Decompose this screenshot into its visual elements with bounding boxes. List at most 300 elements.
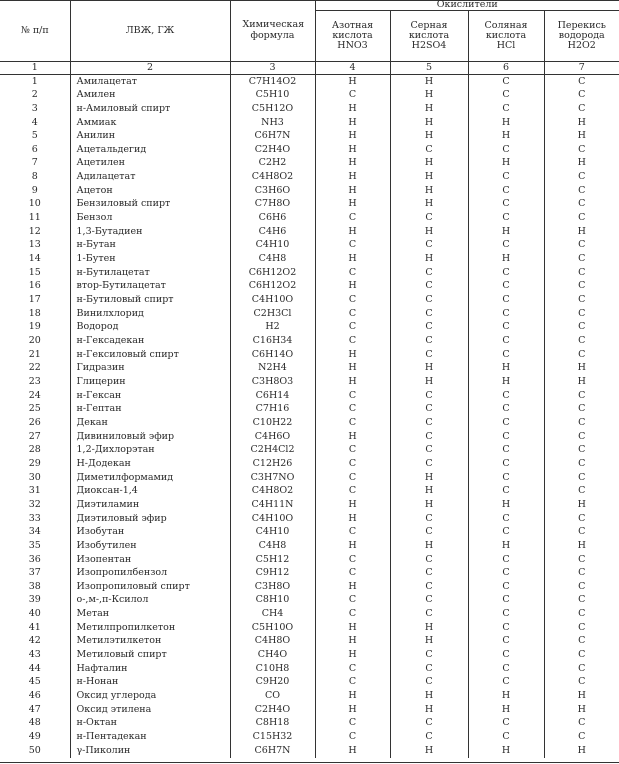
cell-num: 31 <box>28 485 41 497</box>
cell-nitric: Н <box>315 143 390 157</box>
cell-num: 12 <box>28 225 41 237</box>
cell-peroxide: С <box>544 471 619 485</box>
cell-peroxide: С <box>544 457 619 471</box>
cell-num: 33 <box>28 512 41 524</box>
table-row <box>0 375 619 389</box>
cell-hydrochloric: С <box>468 321 544 335</box>
cell-num: 45 <box>28 676 41 688</box>
cell-peroxide: Н <box>544 744 619 758</box>
cell-formula: C4H11N <box>230 498 315 512</box>
cell-sulfuric: С <box>390 648 468 662</box>
cell-num: 32 <box>28 498 41 510</box>
cell-num: 22 <box>28 362 41 374</box>
cell-name: о-,м-,п-Ксилол <box>70 594 230 608</box>
table-row <box>0 539 619 553</box>
cell-hydrochloric: Н <box>468 498 544 512</box>
cell-name: Адилацетат <box>70 170 230 184</box>
cell-num: 37 <box>28 567 41 579</box>
cell-num: 17 <box>28 294 41 306</box>
cell-peroxide: С <box>544 334 619 348</box>
table-row <box>0 635 619 649</box>
cell-name: н-Гексадекан <box>70 334 230 348</box>
cell-formula: C4H6O <box>230 430 315 444</box>
cell-num: 41 <box>28 621 41 633</box>
cell-nitric: Н <box>315 361 390 375</box>
cell-nitric: Н <box>315 580 390 594</box>
cell-hydrochloric: С <box>468 512 544 526</box>
cell-name: н-Бутилацетат <box>70 266 230 280</box>
cell-peroxide: С <box>544 348 619 362</box>
cell-formula: C4H8 <box>230 252 315 266</box>
cell-sulfuric: С <box>390 389 468 403</box>
cell-hydrochloric: Н <box>468 539 544 553</box>
cell-hydrochloric: Н <box>468 689 544 703</box>
cell-hydrochloric: Н <box>468 703 544 717</box>
cell-nitric: Н <box>315 348 390 362</box>
cell-num: 28 <box>28 444 41 456</box>
cell-sulfuric: Н <box>390 88 468 102</box>
cell-sulfuric: Н <box>390 375 468 389</box>
table-row <box>0 621 619 635</box>
cell-formula: C4H10 <box>230 239 315 253</box>
cell-nitric: С <box>315 416 390 430</box>
cell-sulfuric: С <box>390 553 468 567</box>
cell-peroxide: Н <box>544 225 619 239</box>
cell-num: 42 <box>28 635 41 647</box>
cell-nitric: С <box>315 402 390 416</box>
cell-nitric: С <box>315 239 390 253</box>
cell-hydrochloric: С <box>468 416 544 430</box>
cell-formula: C4H10 <box>230 525 315 539</box>
cell-nitric: Н <box>315 512 390 526</box>
header-ox-nitric: Азотная кислота HNO3 <box>315 11 390 62</box>
cell-formula: C4H8 <box>230 539 315 553</box>
cell-name: Ацетилен <box>70 157 230 171</box>
header-ox-hydrochloric: Соляная кислота HCl <box>468 11 544 62</box>
cell-hydrochloric: Н <box>468 157 544 171</box>
cell-formula: C5H10O <box>230 621 315 635</box>
cell-peroxide: Н <box>544 539 619 553</box>
cell-hydrochloric: Н <box>468 744 544 758</box>
cell-nitric: Н <box>315 225 390 239</box>
table-row <box>0 648 619 662</box>
cell-sulfuric: Н <box>390 498 468 512</box>
cell-num: 5 <box>31 130 38 142</box>
cell-hydrochloric: С <box>468 457 544 471</box>
cell-hydrochloric: С <box>468 389 544 403</box>
cell-num: 38 <box>28 580 41 592</box>
cell-num: 7 <box>31 157 38 169</box>
table-row <box>0 361 619 375</box>
cell-formula: C5H12O <box>230 102 315 116</box>
table-row <box>0 457 619 471</box>
cell-nitric: Н <box>315 635 390 649</box>
table-row <box>0 88 619 102</box>
cell-num: 20 <box>28 335 41 346</box>
cell-hydrochloric: С <box>468 676 544 690</box>
cell-name: Изопентан <box>70 553 230 567</box>
cell-formula: C12H26 <box>230 457 315 471</box>
cell-sulfuric: Н <box>390 129 468 143</box>
cell-peroxide: С <box>544 730 619 744</box>
cell-name: Диметилформамид <box>70 471 230 485</box>
cell-sulfuric: С <box>390 293 468 307</box>
cell-hydrochloric: С <box>468 553 544 567</box>
cell-num: 43 <box>28 649 41 661</box>
cell-peroxide: С <box>544 198 619 212</box>
cell-formula: C10H22 <box>230 416 315 430</box>
cell-peroxide: С <box>544 553 619 567</box>
cell-peroxide: С <box>544 321 619 335</box>
cell-name: н-Октан <box>70 717 230 731</box>
cell-formula: C6H12O2 <box>230 266 315 280</box>
cell-hydrochloric: С <box>468 635 544 649</box>
table-row <box>0 389 619 403</box>
table-row <box>0 348 619 362</box>
cell-sulfuric: С <box>390 143 468 157</box>
cell-peroxide: С <box>544 75 619 89</box>
cell-peroxide: Н <box>544 361 619 375</box>
cell-nitric: С <box>315 676 390 690</box>
cell-name: Метилэтилкетон <box>70 635 230 649</box>
cell-num: 3 <box>31 102 38 114</box>
cell-hydrochloric: С <box>468 143 544 157</box>
table-row <box>0 143 619 157</box>
cell-formula: C7H16 <box>230 402 315 416</box>
cell-num: 9 <box>31 184 38 196</box>
table-header <box>0 0 619 75</box>
cell-hydrochloric: С <box>468 621 544 635</box>
cell-formula: C7H14O2 <box>230 75 315 89</box>
header-num: № п/п <box>20 24 49 36</box>
cell-hydrochloric: С <box>468 662 544 676</box>
cell-nitric: Н <box>315 703 390 717</box>
cell-name: 1,2-Дихлорэтан <box>70 443 230 457</box>
cell-hydrochloric: Н <box>468 129 544 143</box>
cell-nitric: Н <box>315 170 390 184</box>
cell-name: Амилацетат <box>70 75 230 89</box>
cell-nitric: Н <box>315 252 390 266</box>
table-row <box>0 321 619 335</box>
cell-formula: C6H7N <box>230 129 315 143</box>
cell-hydrochloric: С <box>468 348 544 362</box>
cell-peroxide: С <box>544 280 619 294</box>
table-row <box>0 198 619 212</box>
cell-nitric: Н <box>315 648 390 662</box>
cell-name: Аммиак <box>70 116 230 130</box>
cell-sulfuric: С <box>390 594 468 608</box>
table-row <box>0 129 619 143</box>
cell-sulfuric: Н <box>390 361 468 375</box>
cell-sulfuric: С <box>390 662 468 676</box>
cell-nitric: С <box>315 471 390 485</box>
cell-formula: N2H4 <box>230 361 315 375</box>
cell-hydrochloric: С <box>468 443 544 457</box>
table-row <box>0 443 619 457</box>
cell-hydrochloric: С <box>468 280 544 294</box>
header-ox-sulfuric: Серная кислота H2SO4 <box>390 11 468 62</box>
cell-nitric: Н <box>315 280 390 294</box>
cell-name: Винилхлорид <box>70 307 230 321</box>
header-ox-peroxide: Перекись водорода H2O2 <box>544 11 619 62</box>
cell-sulfuric: С <box>390 239 468 253</box>
cell-name: Диэтиловый эфир <box>70 512 230 526</box>
table-row <box>0 184 619 198</box>
cell-nitric: Н <box>315 689 390 703</box>
cell-num: 8 <box>31 171 38 183</box>
cell-num: 1 <box>31 75 38 87</box>
cell-formula: C9H12 <box>230 566 315 580</box>
cell-num: 14 <box>28 253 41 265</box>
cell-peroxide: С <box>544 580 619 594</box>
cell-hydrochloric: С <box>468 184 544 198</box>
cell-sulfuric: Н <box>390 198 468 212</box>
cell-num: 18 <box>28 307 41 319</box>
cell-name: н-Нонан <box>70 676 230 690</box>
cell-name: Нафталин <box>70 662 230 676</box>
cell-name: Изопропиловый спирт <box>70 580 230 594</box>
cell-sulfuric: Н <box>390 252 468 266</box>
table-row <box>0 662 619 676</box>
cell-sulfuric: Н <box>390 102 468 116</box>
cell-formula: C4H10O <box>230 512 315 526</box>
cell-sulfuric: С <box>390 334 468 348</box>
cell-nitric: Н <box>315 102 390 116</box>
cell-peroxide: С <box>544 676 619 690</box>
cell-formula: C3H8O <box>230 580 315 594</box>
cell-num: 27 <box>28 430 41 442</box>
cell-formula: C10H8 <box>230 662 315 676</box>
cell-name: Глицерин <box>70 375 230 389</box>
cell-nitric: Н <box>315 157 390 171</box>
cell-name: Бензиловый спирт <box>70 198 230 212</box>
cell-peroxide: С <box>544 512 619 526</box>
cell-formula: CO <box>230 689 315 703</box>
cell-nitric: С <box>315 457 390 471</box>
cell-sulfuric: С <box>390 321 468 335</box>
cell-sulfuric: Н <box>390 635 468 649</box>
cell-num: 25 <box>28 403 41 415</box>
cell-num: 21 <box>28 348 41 360</box>
cell-nitric: Н <box>315 430 390 444</box>
cell-formula: C2H4O <box>230 143 315 157</box>
cell-nitric: С <box>315 321 390 335</box>
cell-name: Диэтиламин <box>70 498 230 512</box>
cell-hydrochloric: С <box>468 717 544 731</box>
cell-formula: C7H8O <box>230 198 315 212</box>
cell-nitric: С <box>315 717 390 731</box>
cell-peroxide: С <box>544 211 619 225</box>
table-row <box>0 416 619 430</box>
cell-formula: C9H20 <box>230 676 315 690</box>
header-name: ЛВЖ, ГЖ <box>70 0 230 62</box>
table-row <box>0 471 619 485</box>
cell-formula: CH4 <box>230 607 315 621</box>
cell-peroxide: Н <box>544 703 619 717</box>
cell-formula: C16H34 <box>230 334 315 348</box>
table-row <box>0 566 619 580</box>
cell-hydrochloric: Н <box>468 361 544 375</box>
cell-name: Метиловый спирт <box>70 648 230 662</box>
cell-nitric: Н <box>315 539 390 553</box>
cell-nitric: Н <box>315 75 390 89</box>
cell-formula: C2H4O <box>230 703 315 717</box>
cell-peroxide: С <box>544 430 619 444</box>
table-row <box>0 580 619 594</box>
cell-hydrochloric: С <box>468 580 544 594</box>
cell-formula: C3H6O <box>230 184 315 198</box>
cell-hydrochloric: С <box>468 471 544 485</box>
table-row <box>0 484 619 498</box>
cell-peroxide: С <box>544 648 619 662</box>
cell-peroxide: С <box>544 307 619 321</box>
cell-num: 15 <box>28 266 41 278</box>
table-row <box>0 402 619 416</box>
table-row <box>0 703 619 717</box>
cell-hydrochloric: С <box>468 566 544 580</box>
cell-hydrochloric: С <box>468 75 544 89</box>
col-number-2: 2 <box>70 62 230 75</box>
cell-name: втор-Бутилацетат <box>70 280 230 294</box>
table-row <box>0 280 619 294</box>
cell-name: Ацетон <box>70 184 230 198</box>
cell-num: 19 <box>28 321 41 333</box>
cell-num: 10 <box>28 198 41 210</box>
cell-sulfuric: С <box>390 430 468 444</box>
cell-name: н-Амиловый спирт <box>70 102 230 116</box>
table-row <box>0 717 619 731</box>
cell-nitric: С <box>315 553 390 567</box>
cell-sulfuric: Н <box>390 116 468 130</box>
cell-peroxide: С <box>544 607 619 621</box>
cell-hydrochloric: С <box>468 170 544 184</box>
cell-nitric: С <box>315 594 390 608</box>
cell-name: Н-Додекан <box>70 457 230 471</box>
bottom-rule <box>0 762 619 763</box>
cell-peroxide: С <box>544 594 619 608</box>
cell-sulfuric: Н <box>390 170 468 184</box>
cell-name: Изобутилен <box>70 539 230 553</box>
cell-nitric: С <box>315 307 390 321</box>
cell-peroxide: С <box>544 635 619 649</box>
cell-peroxide: С <box>544 252 619 266</box>
cell-peroxide: С <box>544 184 619 198</box>
cell-sulfuric: С <box>390 307 468 321</box>
cell-peroxide: Н <box>544 375 619 389</box>
cell-nitric: С <box>315 389 390 403</box>
cell-name: Метан <box>70 607 230 621</box>
cell-sulfuric: С <box>390 607 468 621</box>
cell-sulfuric: Н <box>390 184 468 198</box>
cell-nitric: Н <box>315 129 390 143</box>
cell-hydrochloric: С <box>468 198 544 212</box>
table-row <box>0 744 619 758</box>
cell-name: γ-Пиколин <box>70 744 230 758</box>
cell-peroxide: Н <box>544 689 619 703</box>
cell-nitric: С <box>315 662 390 676</box>
cell-peroxide: С <box>544 170 619 184</box>
table-row <box>0 266 619 280</box>
cell-num: 13 <box>28 239 41 251</box>
cell-formula: C6H12O2 <box>230 280 315 294</box>
cell-num: 26 <box>28 416 41 428</box>
cell-name: н-Гексиловый спирт <box>70 348 230 362</box>
cell-sulfuric: С <box>390 402 468 416</box>
cell-hydrochloric: С <box>468 402 544 416</box>
cell-name: Ацетальдегид <box>70 143 230 157</box>
cell-hydrochloric: С <box>468 484 544 498</box>
cell-sulfuric: С <box>390 566 468 580</box>
cell-hydrochloric: С <box>468 266 544 280</box>
cell-sulfuric: С <box>390 580 468 594</box>
table-row <box>0 307 619 321</box>
cell-sulfuric: С <box>390 416 468 430</box>
cell-num: 4 <box>31 116 38 128</box>
cell-peroxide: С <box>544 621 619 635</box>
cell-formula: C4H8O2 <box>230 170 315 184</box>
table-row <box>0 116 619 130</box>
cell-peroxide: С <box>544 143 619 157</box>
cell-hydrochloric: С <box>468 88 544 102</box>
cell-nitric: С <box>315 211 390 225</box>
cell-formula: C4H10O <box>230 293 315 307</box>
cell-name: Изопропилбензол <box>70 566 230 580</box>
cell-name: Анилин <box>70 129 230 143</box>
cell-name: Бензол <box>70 211 230 225</box>
cell-formula: C4H8O <box>230 635 315 649</box>
table-row <box>0 594 619 608</box>
cell-peroxide: С <box>544 416 619 430</box>
col-number-6: 6 <box>468 62 544 75</box>
cell-sulfuric: Н <box>390 484 468 498</box>
cell-nitric: С <box>315 266 390 280</box>
cell-name: н-Гексан <box>70 389 230 403</box>
cell-peroxide: С <box>544 717 619 731</box>
col-number-3: 3 <box>230 62 315 75</box>
cell-hydrochloric: С <box>468 525 544 539</box>
cell-num: 36 <box>28 553 41 565</box>
cell-sulfuric: С <box>390 457 468 471</box>
cell-nitric: С <box>315 293 390 307</box>
cell-peroxide: Н <box>544 157 619 171</box>
cell-peroxide: С <box>544 566 619 580</box>
table-row <box>0 157 619 171</box>
table-row <box>0 553 619 567</box>
cell-formula: C4H6 <box>230 225 315 239</box>
cell-name: н-Пентадекан <box>70 730 230 744</box>
cell-hydrochloric: С <box>468 430 544 444</box>
cell-peroxide: С <box>544 484 619 498</box>
cell-num: 24 <box>28 389 41 401</box>
cell-formula: C15H32 <box>230 730 315 744</box>
col-number-5: 5 <box>390 62 468 75</box>
cell-name: 1,3-Бутадиен <box>70 225 230 239</box>
cell-sulfuric: С <box>390 266 468 280</box>
cell-hydrochloric: С <box>468 211 544 225</box>
table-row <box>0 211 619 225</box>
table-row <box>0 225 619 239</box>
cell-sulfuric: С <box>390 348 468 362</box>
cell-formula: C6H6 <box>230 211 315 225</box>
table-row <box>0 730 619 744</box>
header-formula: Химическая формула <box>230 0 315 62</box>
cell-formula: H2 <box>230 321 315 335</box>
cell-formula: C6H14O <box>230 348 315 362</box>
cell-name: Гидразин <box>70 361 230 375</box>
cell-num: 11 <box>28 212 41 224</box>
cell-num: 34 <box>28 526 41 538</box>
cell-formula: C2H2 <box>230 157 315 171</box>
